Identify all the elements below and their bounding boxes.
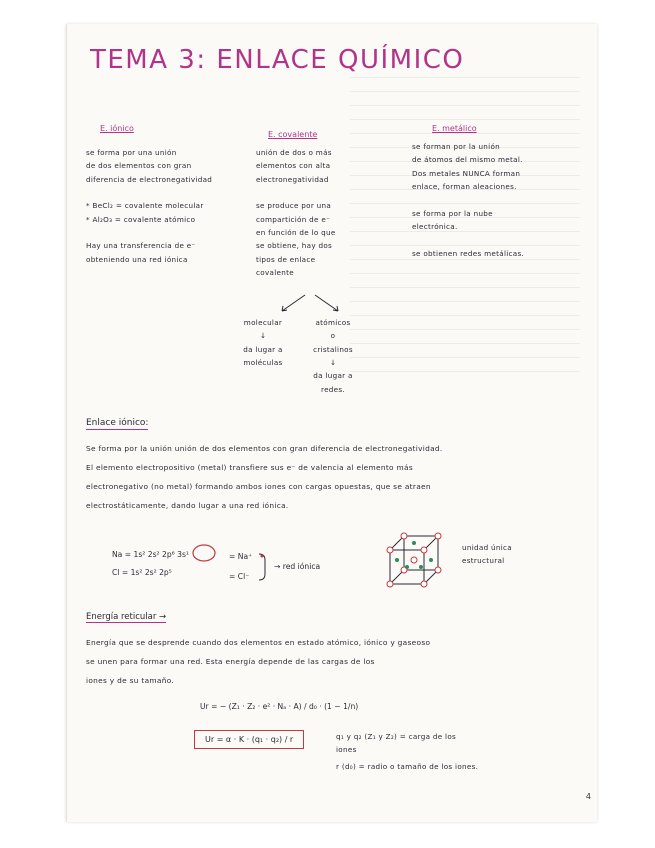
na-ion: = Na⁺ bbox=[229, 552, 253, 561]
branch-arrows bbox=[270, 293, 350, 315]
note-radius: r (d₀) = radio o tamaño de los iones. bbox=[336, 762, 479, 771]
unit-label: unidad única estructural bbox=[462, 543, 512, 566]
heading-covalente: E. covalente bbox=[268, 130, 318, 139]
cl-ion: = Cl⁻ bbox=[229, 572, 250, 581]
page-number: 4 bbox=[585, 792, 591, 801]
formula-boxed: Ur = α · K · (q₁ · q₂) / r bbox=[194, 730, 304, 749]
paragraph-enlace-ionico: Se forma por la unión unión de dos elementos con gran diferencia de electronegatividad. El elemento electropositivo (metal) transfiere sus e⁻ de valencia al elemento más electronegativo (no metal) formando ambos iones con cargas opuestas, que se atraen electrostáticamente, dando lugar a una red iónica. bbox=[86, 444, 443, 510]
valence-circle bbox=[191, 543, 217, 563]
section-energia-reticular: Energía reticular → bbox=[86, 612, 167, 622]
cl-config: Cl = 1s² 2s² 2p⁵ bbox=[112, 568, 172, 577]
crystal-cube-diagram bbox=[384, 530, 450, 592]
text-ionico: se forma por una unión de dos elementos con gran diferencia de electronegatividad * BeCl₂ = covalente molecular * Al₂O₃ = covalente atómico Hay una transferencia de e⁻ obteniendo una red iónica bbox=[86, 148, 213, 264]
heading-ionico: E. iónico bbox=[100, 124, 134, 133]
na-config: Na = 1s² 2s² 2p⁶ 3s¹ bbox=[112, 550, 189, 559]
red-ionica-label: → red iónica bbox=[274, 562, 321, 571]
text-metalico: se forman por la unión de átomos del mismo metal. Dos metales NUNCA forman enlace, forman aleaciones. se forma por la nube electrónica. se obtienen redes metálicas. bbox=[412, 142, 525, 258]
formula-born-lande: Ur = − (Z₁ · Z₂ · e² · Nₐ · A) / d₀ · (1 − 1/n) bbox=[200, 702, 359, 711]
bracket-arrow bbox=[255, 552, 275, 582]
heading-metalico: E. metálico bbox=[432, 124, 477, 133]
page-title: TEMA 3: ENLACE QUÍMICO bbox=[90, 45, 465, 75]
note-charges: q₁ y q₂ (Z₁ y Z₂) = carga de los iones bbox=[336, 732, 457, 755]
paragraph-energia: Energía que se desprende cuando dos elementos en estado atómico, iónico y gaseoso se unen para formar una red. Esta energía depende de las cargas de los iones y de su tamaño. bbox=[86, 638, 431, 685]
branch-molecular: molecular ↓ da lugar a moléculas bbox=[243, 318, 283, 367]
text-covalente: unión de dos o más elementos con alta electronegatividad se produce por una compartición de e⁻ en función de lo que se obtiene, hay dos tipos de enlace covalente bbox=[256, 148, 336, 277]
section-enlace-ionico: Enlace iónico: bbox=[86, 418, 149, 428]
branch-atomicos: atómicos o cristalinos ↓ da lugar a redes. bbox=[313, 318, 353, 394]
